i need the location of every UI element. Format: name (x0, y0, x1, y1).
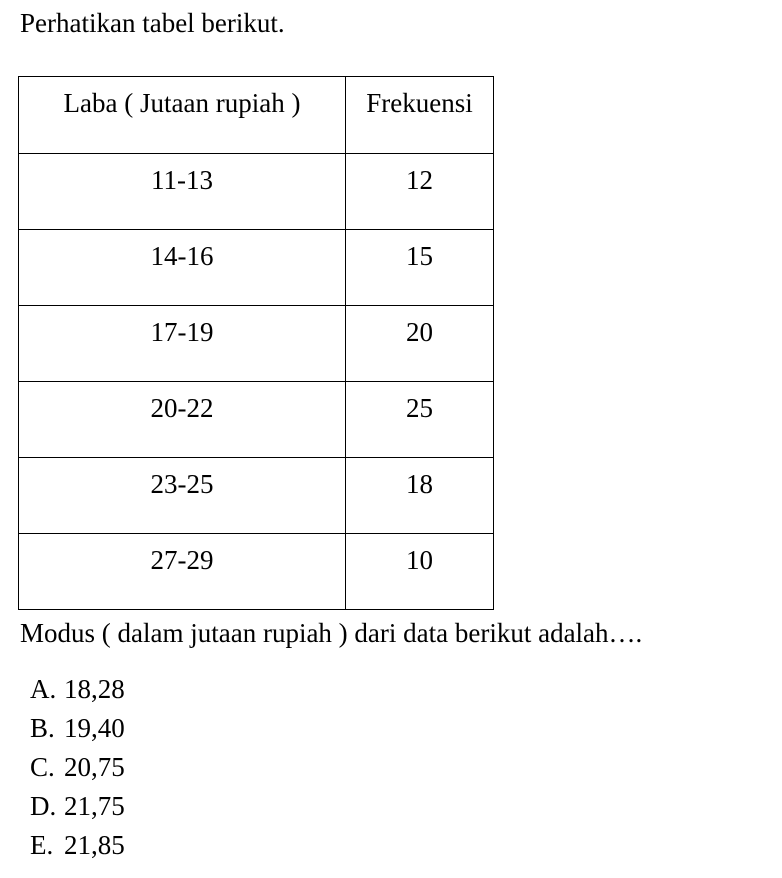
option-letter: E. (30, 830, 54, 860)
option-letter: B. (30, 713, 55, 743)
range-cell: 14-16 (19, 230, 346, 306)
option-letter: D. (30, 791, 57, 821)
intro-text: Perhatikan tabel berikut. (20, 8, 285, 38)
option-value: 21,75 (64, 791, 125, 821)
answer-options (30, 672, 125, 867)
frequency-cell: 20 (346, 306, 494, 382)
frequency-table (18, 76, 494, 610)
header-frequency: Frekuensi (346, 77, 494, 154)
option-d[interactable] (30, 789, 125, 828)
option-letter: C. (30, 752, 55, 782)
option-b[interactable] (30, 711, 125, 750)
header-profit: Laba ( Jutaan rupiah ) (19, 77, 346, 154)
frequency-cell: 10 (346, 534, 494, 610)
frequency-cell: 15 (346, 230, 494, 306)
table-row (19, 154, 494, 230)
option-a[interactable] (30, 672, 125, 711)
frequency-cell: 18 (346, 458, 494, 534)
table-header-row (19, 77, 494, 154)
table-row (19, 306, 494, 382)
table-row (19, 458, 494, 534)
option-value: 20,75 (64, 752, 125, 782)
option-letter: A. (30, 674, 57, 704)
option-e[interactable] (30, 828, 125, 867)
table-row (19, 382, 494, 458)
option-c[interactable] (30, 750, 125, 789)
range-cell: 27-29 (19, 534, 346, 610)
question-text: Modus ( dalam jutaan rupiah ) dari data berikut adalah…. (20, 618, 643, 648)
option-value: 19,40 (64, 713, 125, 743)
frequency-cell: 25 (346, 382, 494, 458)
option-value: 21,85 (64, 830, 125, 860)
range-cell: 23-25 (19, 458, 346, 534)
option-value: 18,28 (64, 674, 125, 704)
range-cell: 20-22 (19, 382, 346, 458)
table-row (19, 230, 494, 306)
frequency-cell: 12 (346, 154, 494, 230)
table-row (19, 534, 494, 610)
range-cell: 11-13 (19, 154, 346, 230)
range-cell: 17-19 (19, 306, 346, 382)
